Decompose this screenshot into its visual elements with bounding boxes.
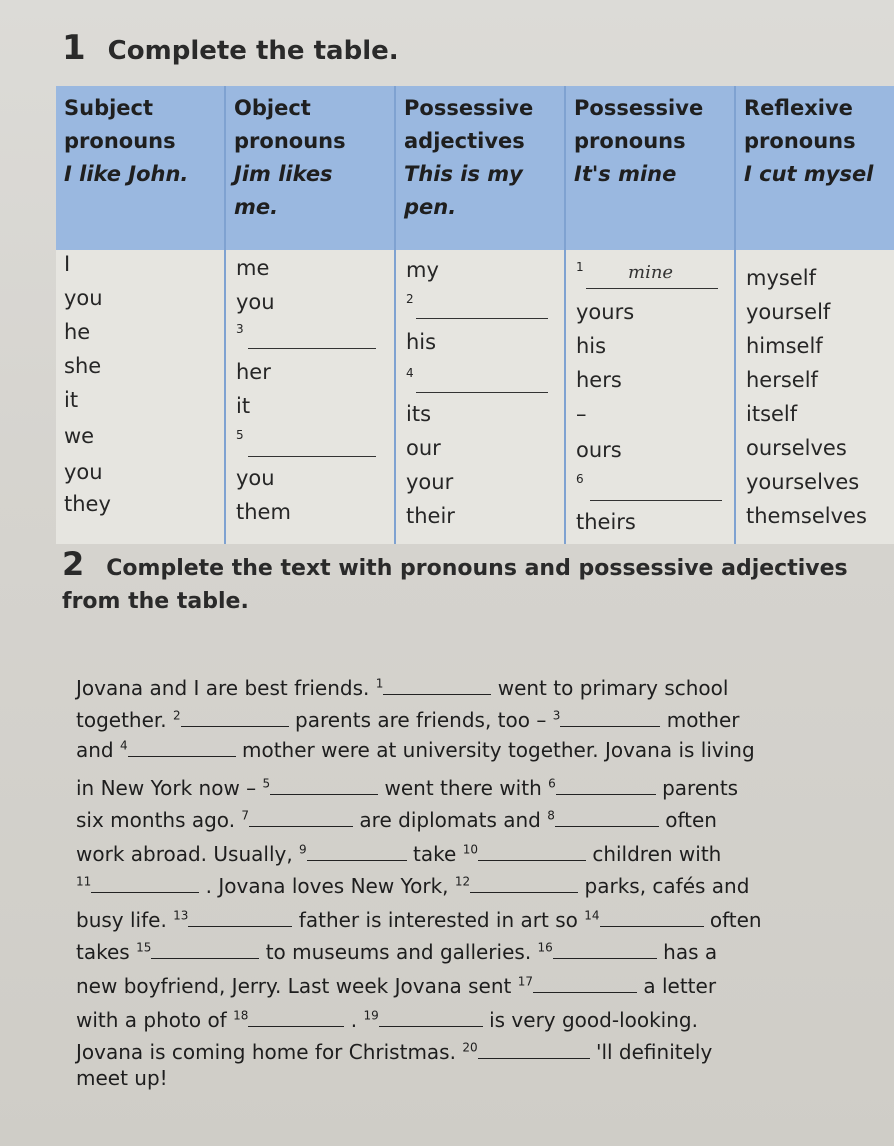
header-object <box>226 86 394 250</box>
passage-line <box>76 842 721 866</box>
passage-line <box>76 1066 168 1090</box>
table-cell: your <box>406 470 454 494</box>
gap-number: 2 <box>173 708 181 723</box>
passage-text: Jovana is coming home for Christmas. <box>76 1040 463 1064</box>
gap-number: 15 <box>136 940 152 955</box>
answer-gap[interactable] <box>553 942 657 959</box>
table-cell: their <box>406 504 455 528</box>
table-cell: my <box>406 258 439 282</box>
exercise-2-title <box>62 545 862 618</box>
answer-gap[interactable] <box>181 710 289 727</box>
answer-gap[interactable] <box>600 910 704 927</box>
blank-number: 3 <box>236 322 244 336</box>
table-cell: myself <box>746 266 816 290</box>
answer-gap[interactable] <box>560 710 660 727</box>
gap-number: 12 <box>454 874 471 889</box>
exercise-instruction: Complete the table. <box>107 36 399 66</box>
table-cell: its <box>406 402 432 426</box>
answer-gap[interactable] <box>307 844 407 861</box>
exercise-number: 2 <box>62 545 85 583</box>
exercise-number: 1 <box>62 28 86 68</box>
table-cell: she <box>64 354 102 378</box>
table-cell: hers <box>576 368 622 392</box>
gap-number: 7 <box>241 808 250 823</box>
answer-gap[interactable] <box>379 1010 483 1027</box>
passage-line <box>76 874 749 898</box>
table-cell: it <box>236 394 251 418</box>
answer-blank[interactable] <box>248 456 376 457</box>
passage-text: are diplomats and <box>353 808 548 832</box>
blank-number: 5 <box>236 428 244 442</box>
passage-text: often <box>703 908 762 932</box>
passage-text: busy life. <box>76 908 174 932</box>
answer-gap[interactable] <box>248 1010 344 1027</box>
passage-line <box>76 708 739 732</box>
passage-text: in New York now – <box>76 776 263 800</box>
table-cell: himself <box>746 334 823 358</box>
passage-text: takes <box>76 940 137 964</box>
exercise-instruction: Complete the text with pronouns and possessive adjectives from the table. <box>62 556 848 614</box>
passage-text: children with <box>585 842 722 866</box>
column-divider <box>564 86 566 544</box>
passage-line <box>76 738 755 762</box>
passage-text: work abroad. Usually, <box>76 842 300 866</box>
header-example: I cut mysel <box>744 162 874 186</box>
table-cell: they <box>64 492 111 516</box>
header-possessive-adjectives <box>396 86 564 250</box>
passage-text: often <box>658 808 717 832</box>
answer-gap[interactable] <box>91 876 199 893</box>
gap-number: 5 <box>262 776 271 791</box>
passage-text: a letter <box>637 974 717 998</box>
gap-number: 8 <box>547 808 555 823</box>
answer-gap[interactable] <box>249 810 353 827</box>
passage-text: with a photo of <box>76 1008 234 1032</box>
passage-text: new boyfriend, Jerry. Last week Jovana sent <box>76 974 518 998</box>
table-cell: you <box>64 460 103 484</box>
gap-number: 3 <box>552 708 561 723</box>
answer-blank[interactable] <box>590 500 722 501</box>
blank-number: 1 <box>576 260 584 274</box>
table-cell: our <box>406 436 441 460</box>
passage-line <box>76 676 728 700</box>
gap-number: 20 <box>462 1040 478 1055</box>
answer-gap[interactable] <box>383 678 491 695</box>
passage-text: to museums and galleries. <box>259 940 538 964</box>
answer-gap[interactable] <box>470 876 578 893</box>
table-cell: I <box>64 252 71 276</box>
table-cell: me <box>236 256 270 280</box>
passage-text: mother were at university together. Jovana is living <box>235 738 755 762</box>
blank-number: 6 <box>576 472 584 486</box>
answer-gap[interactable] <box>188 910 292 927</box>
header-example: Jim likes me. <box>234 162 333 219</box>
table-cell: his <box>576 334 607 358</box>
table-cell: yourselves <box>746 470 860 494</box>
passage-text: parks, cafés and <box>578 874 750 898</box>
gap-number: 9 <box>299 842 307 857</box>
passage-line <box>76 974 716 998</box>
passage-text: meet up! <box>76 1066 168 1090</box>
answer-gap[interactable] <box>555 810 659 827</box>
table-cell: you <box>236 466 275 490</box>
answer-blank[interactable] <box>416 318 548 319</box>
answer-blank[interactable] <box>586 288 718 289</box>
passage-text: 'll definitely <box>589 1040 713 1064</box>
table-cell: you <box>236 290 275 314</box>
table-cell: it <box>64 388 79 412</box>
header-example: This is my pen. <box>404 162 523 219</box>
table-cell: yourself <box>746 300 831 324</box>
table-cell: you <box>64 286 103 310</box>
column-divider <box>734 86 736 544</box>
passage-text: went to primary school <box>491 676 729 700</box>
header-title: Possessive pronouns <box>574 96 704 153</box>
table-cell: he <box>64 320 91 344</box>
passage-text: went there with <box>378 776 549 800</box>
table-cell: theirs <box>576 510 636 534</box>
passage-text: father is interested in art so <box>292 908 585 932</box>
answer-gap[interactable] <box>270 778 378 795</box>
passage-line <box>76 776 738 800</box>
exercise-1-title <box>62 28 399 68</box>
passage-text: is very good-looking. <box>482 1008 698 1032</box>
header-example: It's mine <box>574 162 677 186</box>
header-subject <box>56 86 224 250</box>
table-cell: ourselves <box>746 436 847 460</box>
passage-line <box>76 908 762 932</box>
column-divider <box>394 86 396 544</box>
answer-gap[interactable] <box>478 1042 590 1059</box>
passage-text: together. <box>76 708 174 732</box>
passage-text: take <box>406 842 463 866</box>
blank-number: 4 <box>406 366 414 380</box>
answer-gap[interactable] <box>151 942 259 959</box>
passage-line <box>76 808 717 832</box>
table-cell: ours <box>576 438 622 462</box>
header-possessive-pronouns <box>566 86 734 250</box>
passage-line <box>76 940 717 964</box>
gap-number: 16 <box>537 940 553 955</box>
gap-number: 4 <box>119 738 128 753</box>
answer-blank[interactable] <box>416 392 548 393</box>
passage-text: parents are friends, too – <box>288 708 553 732</box>
table-cell: – <box>576 402 587 426</box>
table-cell: we <box>64 424 95 448</box>
passage-text: parents <box>655 776 739 800</box>
table-cell: herself <box>746 368 818 392</box>
gap-number: 19 <box>363 1008 379 1023</box>
table-cell: itself <box>746 402 798 426</box>
answer-gap[interactable] <box>533 976 637 993</box>
passage-text: has a <box>656 940 718 964</box>
table-cell: themselves <box>746 504 867 528</box>
header-reflexive <box>736 86 894 250</box>
gap-number: 14 <box>584 908 600 923</box>
blank-number: 2 <box>406 292 414 306</box>
header-example: I like John. <box>64 162 189 186</box>
gap-number: 11 <box>76 874 92 889</box>
gap-number: 1 <box>375 676 384 691</box>
answer-blank[interactable] <box>248 348 376 349</box>
answer-gap[interactable] <box>556 778 656 795</box>
table-cell: his <box>406 330 437 354</box>
passage-text: and <box>76 738 120 762</box>
passage-line <box>76 1008 698 1032</box>
header-title: Reflexive pronouns <box>744 96 856 153</box>
gap-number: 18 <box>233 1008 249 1023</box>
table-cell: them <box>236 500 291 524</box>
passage-text: Jovana and I are best friends. <box>76 676 376 700</box>
gap-number: 17 <box>517 974 533 989</box>
passage-line <box>76 1040 712 1064</box>
example-answer: mine <box>628 262 674 283</box>
gap-number: 13 <box>173 908 189 923</box>
gap-number: 10 <box>462 842 478 857</box>
header-title: Possessive adjectives <box>404 96 534 153</box>
passage-text: mother <box>660 708 740 732</box>
table-cell: yours <box>576 300 635 324</box>
header-title: Subject pronouns <box>64 96 176 153</box>
passage-text: six months ago. <box>76 808 242 832</box>
table-cell: her <box>236 360 271 384</box>
table-body <box>56 250 894 544</box>
gap-number: 6 <box>548 776 556 791</box>
passage-text: . Jovana loves New York, <box>199 874 455 898</box>
header-title: Object pronouns <box>234 96 346 153</box>
answer-gap[interactable] <box>128 740 236 757</box>
passage-text: . <box>344 1008 364 1032</box>
column-divider <box>224 86 226 544</box>
answer-gap[interactable] <box>478 844 586 861</box>
